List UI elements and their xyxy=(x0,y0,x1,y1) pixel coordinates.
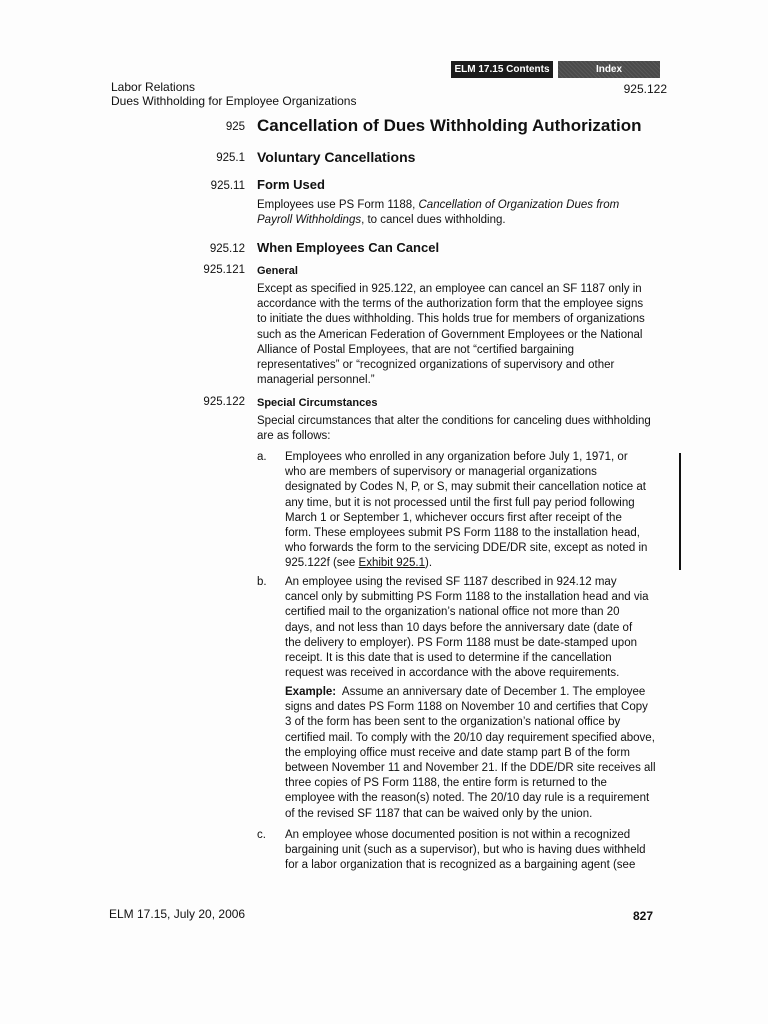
text-line: the employing office must receive and date stamp part B of the form xyxy=(285,746,630,759)
list-item-c xyxy=(285,828,677,874)
text-line: such as the American Federation of Government Employees or the National xyxy=(257,328,643,341)
list-marker-c: c. xyxy=(257,829,266,841)
text-line: between November 11 and November 21. If the DDE/DR site receives all xyxy=(285,762,656,775)
special-intro-paragraph xyxy=(257,414,677,444)
text-line: for a labor organization that is recognized as a bargaining agent (see xyxy=(285,859,636,872)
text-line: form. These employees submit PS Form 1188 to the installation head, xyxy=(285,527,640,540)
text-line: Special circumstances that alter the conditions for canceling dues withholding xyxy=(257,415,651,427)
general-paragraph xyxy=(257,282,677,388)
text-line: designated by Codes N, P, or S, may submit their cancellation notice at xyxy=(285,481,646,494)
text-line: managerial personnel.” xyxy=(257,374,375,387)
exhibit-925-1-link[interactable]: Exhibit 925.1 xyxy=(358,557,426,570)
list-item-a xyxy=(285,450,677,572)
text-line: request was received in accordance with the above requirements. xyxy=(285,667,620,680)
section-number-925: 925 xyxy=(225,121,245,133)
section-title-925: Cancellation of Dues Withholding Authorization xyxy=(257,116,642,135)
text-line: March 1 or September 1, whichever occurs first after receipt of the xyxy=(285,511,622,524)
text-line: 3 of the form has been sent to the organization’s national office by xyxy=(285,716,621,729)
text-line: bargaining unit (such as a supervisor), but who is having dues withheld xyxy=(285,844,646,857)
change-bar xyxy=(679,453,681,570)
form-used-paragraph: Employees use PS Form 1188, Cancellation of Organization Dues from Payroll Withholdings, to cancel dues withholding. xyxy=(257,199,620,227)
section-number-925-11: 925.11 xyxy=(210,180,245,192)
text-line: cancel only by submitting PS Form 1188 to the installation head and via xyxy=(285,591,649,604)
text-line: three copies of PS Form 1188, the entire form is returned to the xyxy=(285,777,607,790)
header-subject: Dues Withholding for Employee Organizations xyxy=(111,94,357,108)
text-line: days, and not less than 10 days before the anniversary date (date of xyxy=(285,621,633,634)
section-number-925-12: 925.12 xyxy=(209,243,245,255)
text-line: are as follows: xyxy=(257,430,331,443)
text-line: to initiate the dues withholding. This holds true for members of organizations xyxy=(257,313,645,326)
text-line: Example: Assume an anniversary date of December 1. The employee xyxy=(285,686,646,698)
section-number-925-122: 925.122 xyxy=(203,396,245,408)
text-line: of the revised SF 1187 that can be waived only by the union. xyxy=(285,807,593,820)
text-line: 925.122f (see Exhibit 925.1). xyxy=(285,557,433,570)
list-marker-a: a. xyxy=(257,451,267,463)
section-number-925-121: 925.121 xyxy=(203,264,245,276)
text-line: representatives” or “recognized organizations of supervisory and other xyxy=(257,359,615,372)
footer-edition: ELM 17.15, July 20, 2006 xyxy=(109,907,246,921)
list-marker-b: b. xyxy=(257,576,267,588)
header-chapter: Labor Relations xyxy=(111,80,196,94)
contents-button[interactable]: ELM 17.15 Contents xyxy=(451,61,553,78)
text-line: accordance with the terms of the authorization form that the employee signs xyxy=(257,298,644,311)
text-line: An employee whose documented position is not within a recognized xyxy=(285,829,631,841)
example-paragraph xyxy=(285,685,677,822)
index-button[interactable]: Index xyxy=(558,61,660,78)
section-title-925-122: Special Circumstances xyxy=(257,397,378,409)
section-number-925-1: 925.1 xyxy=(216,152,245,164)
text-line: Employees who enrolled in any organization before July 1, 1971, or xyxy=(285,451,628,463)
text-line: who are members of supervisory or managerial organizations xyxy=(285,466,597,479)
section-title-925-11: Form Used xyxy=(257,177,325,192)
text-line: Except as specified in 925.122, an employee can cancel an SF 1187 only in xyxy=(257,283,642,295)
text-line: who forwards the form to the servicing DDE/DR site, except as noted in xyxy=(285,542,648,555)
text-line: receipt. It is this date that is used to determine if the cancellation xyxy=(285,652,612,665)
text-line: Alliance of Postal Employees, that are not “certified bargaining xyxy=(257,343,575,356)
text-line: any time, but it is not processed until the first full pay period following xyxy=(285,496,635,509)
section-title-925-12: When Employees Can Cancel xyxy=(257,240,440,255)
text-line: certified mail. To comply with the 20/10 day requirement specified above, xyxy=(285,731,655,744)
header-section-ref: 925.122 xyxy=(623,82,667,96)
text-line: the delivery to employer). PS Form 1188 must be date-stamped upon xyxy=(285,636,637,649)
text-line: signs and dates PS Form 1188 on November 10 and certifies that Copy xyxy=(285,701,648,714)
list-item-b xyxy=(285,575,677,681)
text-line: An employee using the revised SF 1187 described in 924.12 may xyxy=(285,576,617,588)
section-title-925-121: General xyxy=(257,265,298,277)
text-line: certified mail to the organization’s national office not more than 20 xyxy=(285,606,620,619)
section-title-925-1: Voluntary Cancellations xyxy=(257,149,416,165)
text-line: employee with the reason(s) noted. The 20/10 day rule is a requirement xyxy=(285,792,650,805)
page-number: 827 xyxy=(632,909,653,923)
example-label: Example: xyxy=(285,686,337,698)
